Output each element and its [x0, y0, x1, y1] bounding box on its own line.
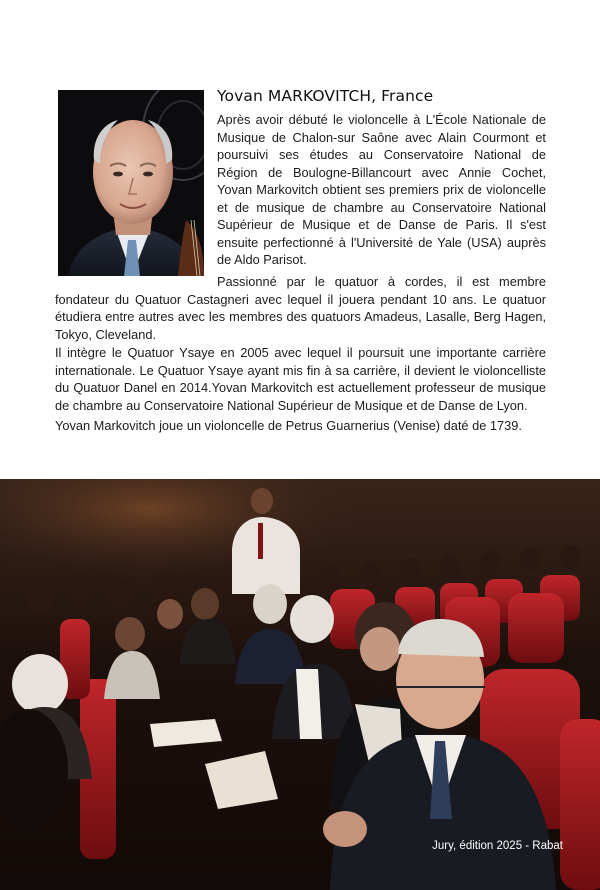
portrait-photo	[58, 90, 204, 276]
jury-member-name: Yovan MARKOVITCH, France	[217, 87, 434, 105]
photo-caption: Jury, édition 2025 - Rabat	[432, 840, 563, 852]
audience-photo	[0, 479, 600, 890]
bio-paragraph-1: Après avoir débuté le violoncelle à L'École Nationale de Musique de Chalon-sur Saône avec Alain Courmont et poursuivi ses études au Conservatoire National de Région de Boulogne-Billancourt avec Annie Cochet, Yovan Markovitch obtient ses premiers prix de violoncelle et de musique de chambre au Conservatoire National Supérieur de Musique et de Danse de Paris. Il s'est ensuite perfectionné à l'Université de Yale (USA) auprès de Aldo Parisot.	[217, 112, 546, 267]
audience-illustration	[0, 479, 600, 890]
portrait-illustration	[58, 90, 204, 276]
bio-paragraph-3: Il intègre le Quatuor Ysaye en 2005 avec lequel il poursuit une importante carrière internationale. Le Quatuor Ysaye ayant mis fin à sa carrière, il devient le violoncelliste du Quatuor Danel en 2014.Yovan Markovitch est actuellement professeur de musique de chambre au Conservatoire National Supérieur de Musique et de Danse de Lyon.	[55, 345, 546, 413]
bio-paragraph-4: Yovan Markovitch joue un violoncelle de Petrus Guarnerius (Venise) daté de 1739.	[55, 418, 522, 433]
bio-paragraph-2: Passionné par le quatuor à cordes, il est membre fondateur du Quatuor Castagneri avec lequel il jouera pendant 10 ans. Le quatuor étudiera entre autres avec les membres des quatuors Amadeus, Lasalle, Berg Hagen, Tokyo, Cleveland.	[55, 274, 546, 342]
